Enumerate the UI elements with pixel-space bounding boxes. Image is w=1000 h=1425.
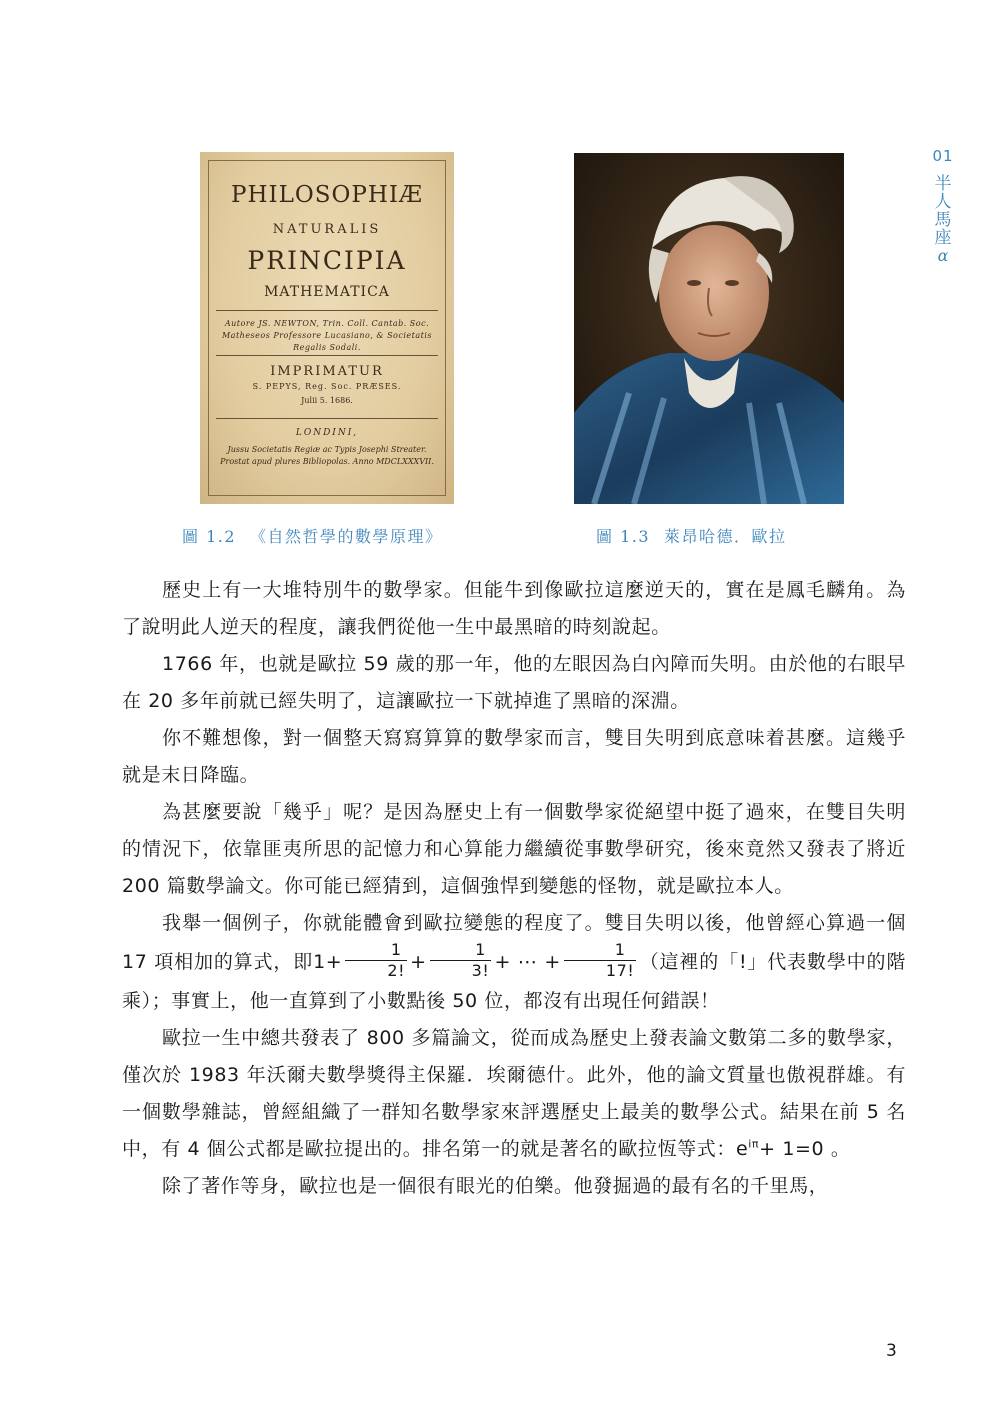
book-author: Autore JS. NEWTON, Trin. Coll. Cantab. Soc. Matheseos Professore Lucasiano, & Societatis Regalis Sodali. — [221, 319, 432, 352]
chapter-title-char-3: 馬 — [934, 210, 952, 230]
chapter-title-char-2: 人 — [934, 192, 952, 212]
rule — [216, 418, 438, 419]
paragraph-5-end: （這裡的「!」代表數學中的階乘）；事實上，他一直算到了小數點後 50 位，都沒有出現任何錯誤！ — [122, 951, 907, 1012]
book-imprimatur: IMPRIMATUR — [270, 364, 384, 379]
book-pepys: S. PEPYS, Reg. Soc. PRÆSES. — [252, 382, 402, 391]
chapter-number: 01 — [932, 147, 954, 165]
rule — [216, 355, 438, 356]
page-number: 3 — [886, 1341, 897, 1361]
chapter-title-alpha: α — [937, 246, 949, 265]
paragraph-3: 你不難想像，對一個整天寫寫算算的數學家而言，雙目失明到底意味着甚麼。這幾乎就是末日降臨。 — [122, 727, 906, 786]
caption-title: 萊昂哈德．歐拉 — [664, 527, 787, 546]
book-londini: LONDINI, — [295, 428, 359, 438]
chapter-title-char-4: 座 — [934, 228, 952, 248]
book-title-line-2: NATURALIS — [272, 222, 382, 237]
paragraph-5 — [122, 905, 906, 1020]
book-page — [200, 152, 454, 504]
paragraph-4: 為甚麼要說「幾乎」呢？是因為歷史上有一個數學家從絕望中挺了過來，在雙目失明的情況下，依靠匪夷所思的記憶力和心算能力繼續從事數學研究，後來竟然又發表了將近 200 篇數學論文。你可能已經猜到，這個強悍到變態的怪物，就是歐拉本人。 — [122, 801, 906, 897]
paragraph-6-start: 歐拉一生中總共發表了 800 多篇論文，從而成為歷史上發表論文數第二多的數學家，僅次於 1983 年沃爾夫數學獎得主保羅．埃爾德什。此外，他的論文質量也傲視群雄。有一個數學雜誌，曾經組織了一群知名數學家來評選歷史上最美的數學公式。結果在前 5 名中，有 4 個公式都是歐拉提出的。排名第一的就是著名的歐拉恆等式：e — [122, 1027, 906, 1160]
paragraph-6 — [122, 1020, 906, 1168]
paragraph-5-start: 我舉一個例子，你就能體會到歐拉變態的程度了。雙目失明以後，他曾經心算過一個 17 項相加的算式，即1+ — [122, 912, 906, 973]
rule — [216, 310, 438, 311]
chapter-side-tab — [928, 147, 958, 265]
principia-title-page-image — [200, 152, 454, 504]
fraction-1-over-3-factorial — [430, 940, 492, 981]
paragraph-1: 歷史上有一大堆特別牛的數學家。但能牛到像歐拉這麼逆天的，實在是鳳毛麟角。為了說明此人逆天的程度，讓我們從他一生中最黑暗的時刻說起。 — [122, 579, 906, 638]
chapter-title-char-1: 半 — [934, 174, 952, 194]
book-title-line-1: PHILOSOPHIÆ — [230, 182, 423, 208]
paragraph-2: 1766 年，也就是歐拉 59 歲的那一年，他的左眼因為白內障而失明。由於他的右眼早在 20 多年前就已經失明了，這讓歐拉一下就掉進了黑暗的深淵。 — [122, 653, 906, 712]
figure-1-3-caption — [596, 524, 787, 547]
fraction-numerator: 1 — [564, 940, 637, 961]
fraction-numerator: 1 — [430, 940, 492, 961]
euler-exponent: iπ — [748, 1137, 760, 1151]
book-date: Julii 5. 1686. — [301, 396, 353, 405]
book-printer: Jussu Societatis Regiæ ac Typis Josephi Streater. Prostat apud plures Bibliopolas. Anno MDCLXXXVII. — [220, 445, 434, 466]
plus-sign: + — [410, 951, 427, 973]
portrait-svg — [574, 153, 844, 504]
euler-portrait-image — [574, 153, 844, 504]
caption-title: 《自然哲學的數學原理》 — [250, 527, 443, 546]
fraction-denominator: 3! — [471, 961, 490, 980]
fraction-1-over-2-factorial — [345, 940, 407, 981]
book-title-line-3: PRINCIPIA — [247, 246, 407, 275]
paragraph-6-end: + 1=0 。 — [759, 1138, 851, 1160]
caption-number: 圖 1.2 — [182, 527, 237, 546]
body-text — [122, 572, 906, 1205]
fraction-denominator: 17! — [605, 961, 635, 980]
ellipsis-plus: + ⋯ + — [494, 951, 561, 973]
fraction-denominator: 2! — [387, 961, 406, 980]
fraction-numerator: 1 — [345, 940, 407, 961]
book-title-line-4: MATHEMATICA — [264, 284, 390, 300]
fraction-1-over-17-factorial — [564, 940, 637, 981]
paragraph-7: 除了著作等身，歐拉也是一個很有眼光的伯樂。他發掘過的最有名的千里馬， — [162, 1175, 829, 1197]
figure-1-2-caption — [182, 524, 443, 547]
caption-number: 圖 1.3 — [596, 527, 651, 546]
